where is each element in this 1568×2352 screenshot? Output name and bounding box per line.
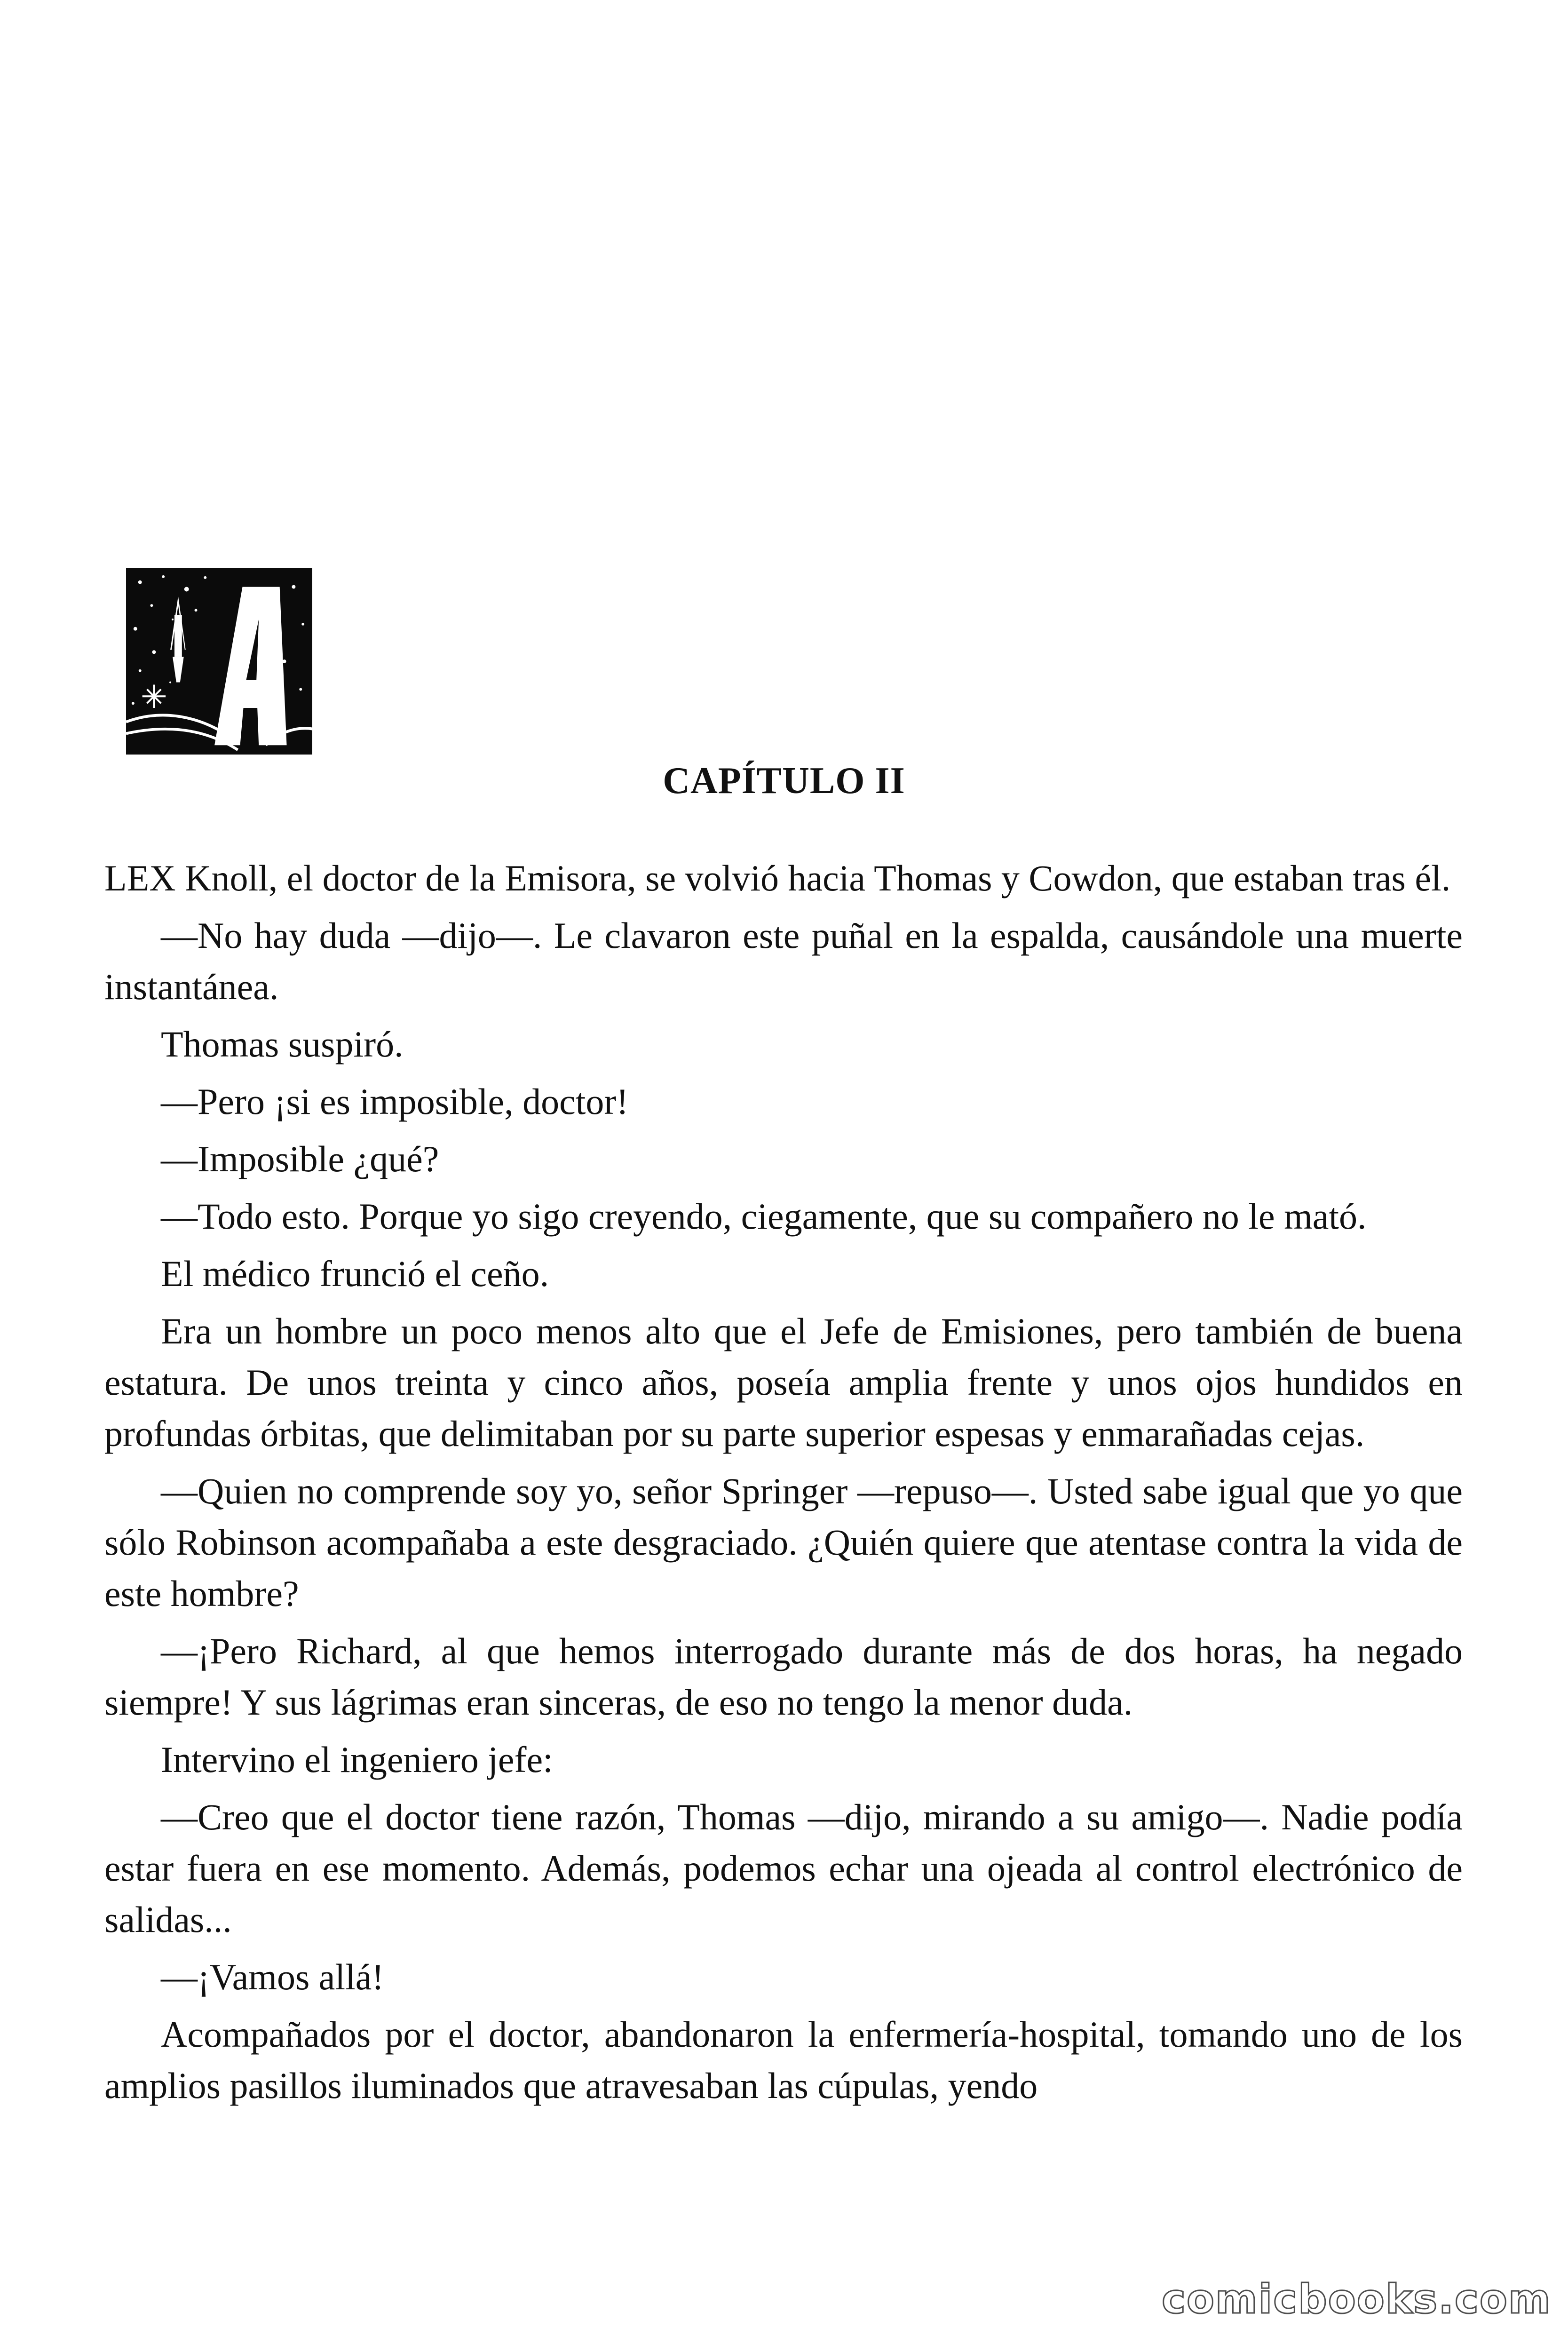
- paragraph: —¡Vamos allá!: [161, 1956, 384, 1997]
- paragraph: —Todo esto. Porque yo sigo creyendo, ciegamente, que su compañero no le mató.: [161, 1196, 1367, 1237]
- paragraph: —Imposible ¿qué?: [161, 1138, 439, 1179]
- paragraph: —Quien no comprende soy yo, señor Springer —repuso—. Usted sabe igual que yo que sólo Robinson acompañaba a este desgraciado. ¿Quién quiere que atentase contra la vida de este hombre?: [104, 1470, 1463, 1614]
- watermark: comicbooks.com: [1162, 2276, 1552, 2323]
- paragraph: LEX Knoll, el doctor de la Emisora, se volvió hacia Thomas y Cowdon, que estaban tras él.: [104, 858, 1451, 898]
- paragraph: Intervino el ingeniero jefe:: [161, 1739, 553, 1780]
- paragraph: —Pero ¡si es imposible, doctor!: [161, 1081, 629, 1122]
- paragraph: Acompañados por el doctor, abandonaron la enfermería-hospital, tomando uno de los amplios pasillos iluminados que atravesaban las cúpulas, yendo: [104, 2014, 1463, 2106]
- paragraph: —No hay duda —dijo—. Le clavaron este puñal en la espalda, causándole una muerte instantánea.: [104, 915, 1463, 1007]
- drop-cap-illustration: [126, 568, 312, 755]
- paragraph: Era un hombre un poco menos alto que el Jefe de Emisiones, pero también de buena estatura. De unos treinta y cinco años, poseía amplia frente y unos ojos hundidos en profundas órbitas, que delimitaban por su parte superior espesas y enmarañadas cejas.: [104, 1311, 1463, 1454]
- chapter-title: CAPÍTULO II: [663, 760, 905, 802]
- paragraph: Thomas suspiró.: [161, 1024, 404, 1065]
- paragraph: —¡Pero Richard, al que hemos interrogado durante más de dos horas, ha negado siempre! Y sus lágrimas eran sinceras, de eso no tengo la menor duda.: [104, 1630, 1463, 1723]
- paragraph: —Creo que el doctor tiene razón, Thomas —dijo, mirando a su amigo—. Nadie podía estar fuera en ese momento. Además, podemos echar una ojeada al control electrónico de salidas...: [104, 1796, 1463, 1940]
- paragraph: El médico frunció el ceño.: [161, 1253, 549, 1294]
- chapter-text: [104, 852, 1463, 2117]
